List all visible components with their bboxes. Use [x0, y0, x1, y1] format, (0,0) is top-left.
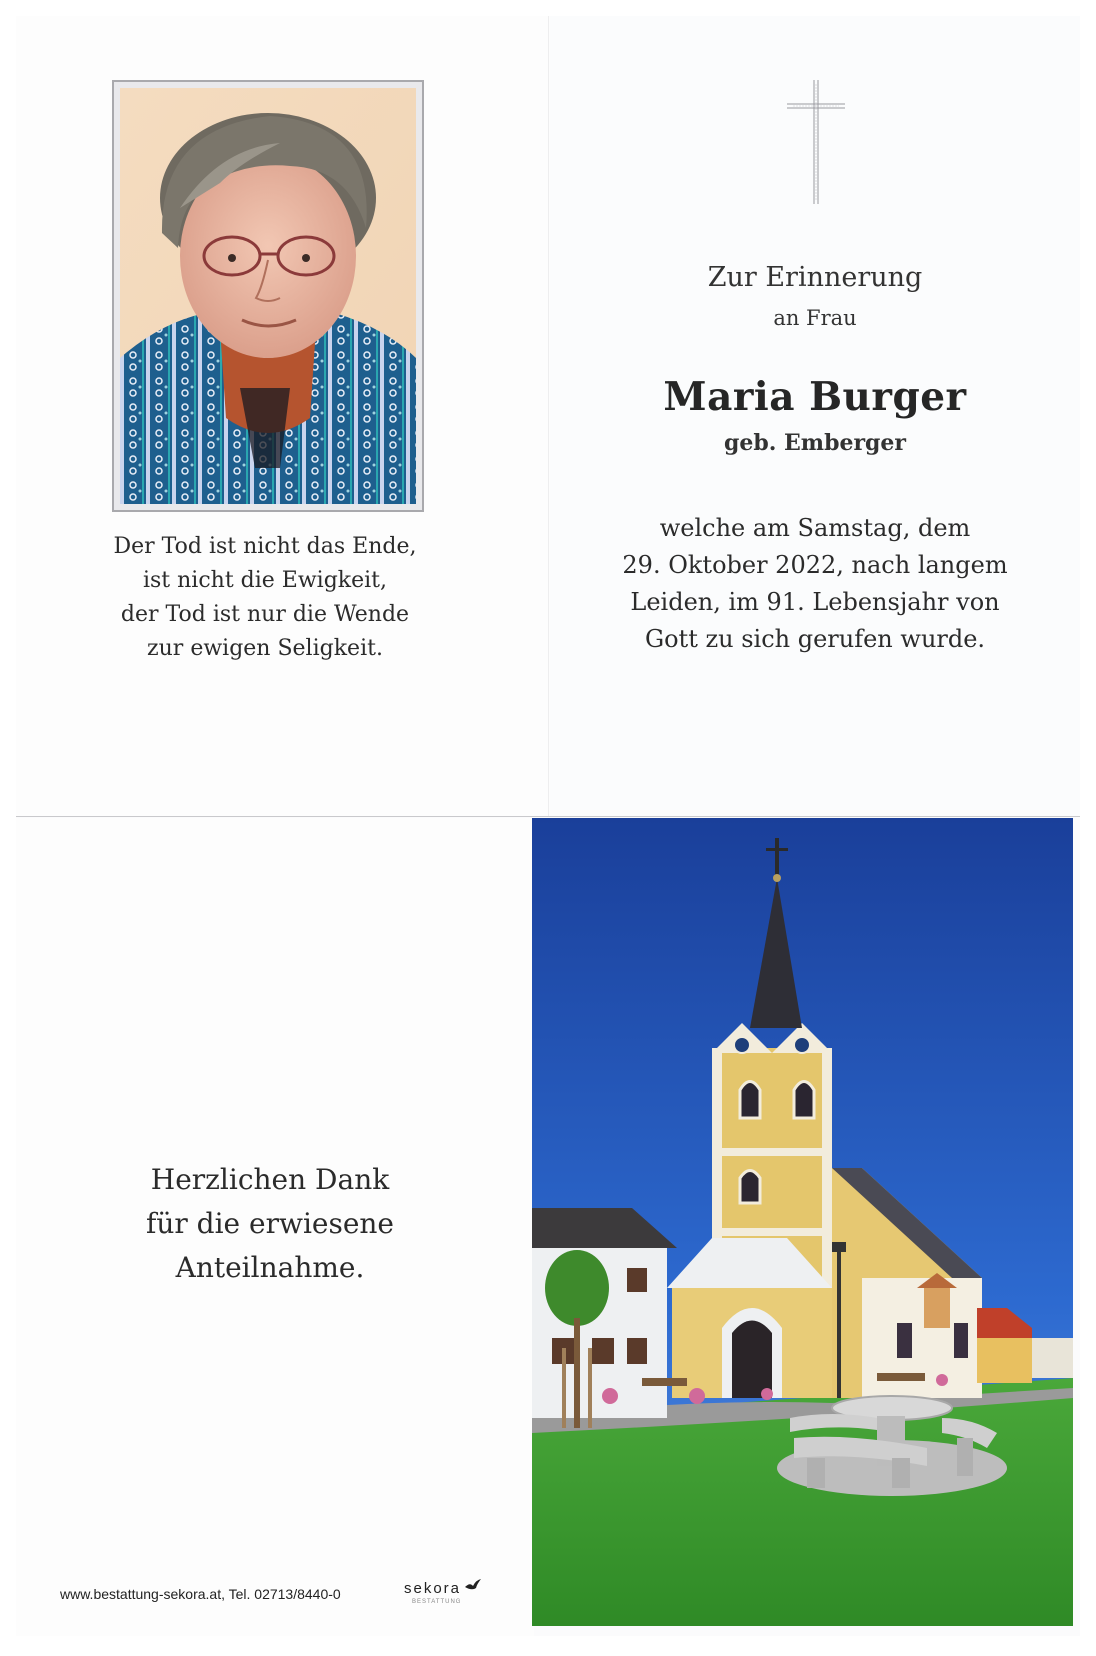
remembrance-heading: Zur Erinnerung — [707, 262, 923, 293]
poem-line: der Tod ist nur die Wende — [120, 602, 410, 627]
poem — [80, 530, 450, 666]
logo-subtext: BESTATTUNG — [412, 1599, 462, 1605]
sekora-logo — [404, 1578, 488, 1610]
church-illustration — [532, 818, 1073, 1626]
death-notice-line: welche am Samstag, dem — [659, 514, 971, 542]
poem-line: zur ewigen Seligkeit. — [147, 636, 383, 661]
funeral-home-contact: www.bestattung-sekora.at, Tel. 02713/8440-0 — [60, 1586, 341, 1602]
church-photo — [532, 818, 1073, 1626]
portrait-photo — [120, 88, 416, 504]
cross-icon — [785, 78, 847, 206]
portrait-frame — [112, 80, 424, 512]
death-notice — [590, 510, 1040, 658]
death-notice-line: Leiden, im 91. Lebensjahr von — [630, 588, 1000, 616]
salutation: an Frau — [773, 306, 857, 330]
thanks-line: Anteilnahme. — [175, 1251, 365, 1284]
poem-line: ist nicht die Ewigkeit, — [142, 568, 388, 593]
portrait-illustration — [120, 88, 416, 504]
poem-line: Der Tod ist nicht das Ende, — [113, 534, 417, 559]
fold-line-horizontal — [16, 816, 1080, 817]
deceased-name: Maria Burger — [663, 374, 967, 420]
thanks-line: für die erwiesene — [145, 1207, 395, 1240]
maiden-name: geb. Emberger — [723, 430, 907, 456]
sekora-bird-icon — [464, 1578, 482, 1592]
fold-line-vertical — [548, 16, 549, 816]
death-notice-line: Gott zu sich gerufen wurde. — [644, 625, 986, 653]
logo-text: sekora — [404, 1580, 462, 1597]
thanks-message — [90, 1158, 450, 1290]
thanks-line: Herzlichen Dank — [150, 1163, 390, 1196]
death-notice-line: 29. Oktober 2022, nach langem — [622, 551, 1008, 579]
